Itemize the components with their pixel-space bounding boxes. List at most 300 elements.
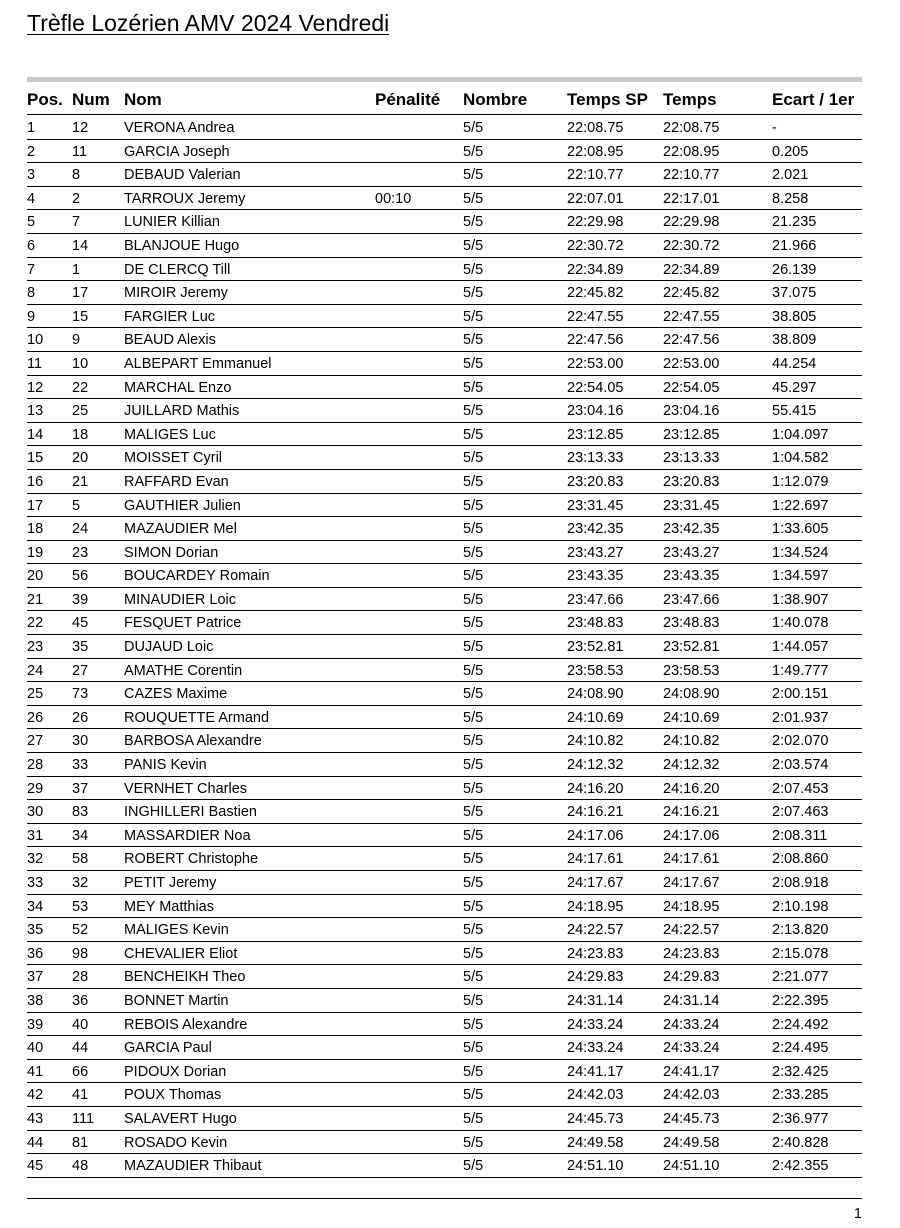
table-row bbox=[27, 824, 862, 848]
table-row bbox=[27, 847, 862, 871]
cell-ecart: 2:15.078 bbox=[772, 945, 829, 962]
cell-temps: 24:29.83 bbox=[663, 969, 720, 986]
cell-num: 23 bbox=[72, 544, 89, 561]
cell-temps: 22:53.00 bbox=[663, 355, 720, 372]
cell-ecart: 2:24.495 bbox=[772, 1040, 829, 1057]
cell-temps-sp: 22:30.72 bbox=[567, 237, 624, 254]
cell-pos: 4 bbox=[27, 190, 36, 207]
cell-temps: 24:10.82 bbox=[663, 733, 720, 750]
table-row bbox=[27, 564, 862, 588]
cell-temps-sp: 24:08.90 bbox=[567, 686, 624, 703]
cell-nombre: 5/5 bbox=[463, 355, 484, 372]
cell-temps: 24:17.67 bbox=[663, 875, 720, 891]
cell-ecart: 2:07.453 bbox=[772, 780, 829, 797]
cell-pos: 24 bbox=[27, 662, 44, 679]
cell-pos: 13 bbox=[27, 403, 44, 420]
cell-temps-sp: 22:08.95 bbox=[567, 143, 624, 160]
cell-pos: 9 bbox=[27, 308, 36, 325]
header-temps-sp: Temps SP bbox=[567, 90, 648, 109]
cell-nom: PETIT Jeremy bbox=[124, 875, 217, 891]
cell-temps: 24:08.90 bbox=[663, 686, 720, 703]
cell-num: 30 bbox=[72, 733, 89, 750]
cell-pos: 34 bbox=[27, 898, 44, 915]
table-row bbox=[27, 588, 862, 612]
cell-nom: CHEVALIER Eliot bbox=[124, 945, 238, 962]
cell-nom: MARCHAL Enzo bbox=[124, 379, 232, 396]
cell-num: 35 bbox=[72, 639, 89, 656]
cell-nombre: 5/5 bbox=[463, 521, 484, 538]
cell-nombre: 5/5 bbox=[463, 686, 484, 703]
cell-num: 48 bbox=[72, 1158, 89, 1175]
cell-ecart: 37.075 bbox=[772, 285, 817, 302]
header-ecart: Ecart / 1er bbox=[772, 90, 855, 109]
cell-temps: 23:58.53 bbox=[663, 662, 720, 679]
cell-nom: SIMON Dorian bbox=[124, 544, 219, 561]
cell-nom: DEBAUD Valerian bbox=[124, 167, 241, 184]
cell-ecart: 38.809 bbox=[772, 332, 817, 349]
cell-num: 53 bbox=[72, 898, 89, 915]
cell-nombre: 5/5 bbox=[463, 120, 484, 136]
cell-temps: 24:17.61 bbox=[663, 851, 720, 868]
cell-temps: 24:49.58 bbox=[663, 1134, 720, 1151]
cell-num: 111 bbox=[72, 1110, 95, 1127]
header-pos: Pos. bbox=[27, 90, 63, 109]
cell-ecart: 2.021 bbox=[772, 167, 809, 184]
cell-ecart: 2:22.395 bbox=[772, 992, 829, 1009]
table-row bbox=[27, 517, 862, 541]
cell-nombre: 5/5 bbox=[463, 308, 484, 325]
cell-temps: 24:22.57 bbox=[663, 922, 720, 939]
cell-pos: 31 bbox=[27, 827, 44, 844]
cell-temps-sp: 22:54.05 bbox=[567, 379, 624, 396]
cell-nombre: 5/5 bbox=[463, 332, 484, 349]
cell-temps: 23:42.35 bbox=[663, 521, 720, 538]
cell-nom: REBOIS Alexandre bbox=[124, 1016, 248, 1033]
cell-nom: GARCIA Paul bbox=[124, 1040, 212, 1057]
cell-nom: JUILLARD Mathis bbox=[124, 403, 240, 420]
cell-ecart: 2:21.077 bbox=[772, 969, 829, 986]
cell-nom: LUNIER Killian bbox=[124, 214, 220, 231]
cell-ecart: 2:13.820 bbox=[772, 922, 829, 939]
cell-pos: 39 bbox=[27, 1016, 44, 1033]
cell-pos: 41 bbox=[27, 1063, 44, 1080]
cell-ecart: - bbox=[772, 120, 777, 136]
table-row bbox=[27, 1036, 862, 1060]
cell-nombre: 5/5 bbox=[463, 473, 484, 490]
cell-pos: 6 bbox=[27, 237, 36, 254]
cell-temps: 23:48.83 bbox=[663, 615, 720, 632]
cell-ecart: 1:12.079 bbox=[772, 473, 829, 490]
cell-pos: 18 bbox=[27, 521, 44, 538]
table-row bbox=[27, 895, 862, 919]
cell-num: 73 bbox=[72, 686, 89, 703]
table-row bbox=[27, 942, 862, 966]
table-row bbox=[27, 352, 862, 376]
cell-temps: 23:31.45 bbox=[663, 497, 720, 514]
cell-temps-sp: 24:16.20 bbox=[567, 780, 624, 797]
cell-num: 10 bbox=[72, 355, 89, 372]
cell-nom: CAZES Maxime bbox=[124, 686, 228, 703]
table-row bbox=[27, 635, 862, 659]
cell-pos: 32 bbox=[27, 851, 44, 868]
cell-temps-sp: 24:16.21 bbox=[567, 804, 624, 821]
cell-temps-sp: 23:04.16 bbox=[567, 403, 624, 420]
cell-num: 9 bbox=[72, 332, 81, 349]
cell-nombre: 5/5 bbox=[463, 757, 484, 774]
cell-nombre: 5/5 bbox=[463, 1040, 484, 1057]
cell-nombre: 5/5 bbox=[463, 851, 484, 868]
cell-temps-sp: 23:31.45 bbox=[567, 497, 624, 514]
cell-pos: 26 bbox=[27, 709, 44, 726]
cell-pos: 22 bbox=[27, 615, 44, 632]
cell-nombre: 5/5 bbox=[463, 568, 484, 585]
table-row bbox=[27, 399, 862, 423]
cell-nom: MINAUDIER Loic bbox=[124, 591, 236, 608]
cell-num: 32 bbox=[72, 875, 89, 891]
cell-temps-sp: 24:42.03 bbox=[567, 1087, 624, 1104]
table-row bbox=[27, 682, 862, 706]
cell-num: 41 bbox=[72, 1087, 89, 1104]
cell-num: 24 bbox=[72, 521, 89, 538]
cell-nom: AMATHE Corentin bbox=[124, 662, 243, 679]
table-row bbox=[27, 1083, 862, 1107]
table-row bbox=[27, 470, 862, 494]
cell-temps: 22:47.56 bbox=[663, 332, 720, 349]
cell-ecart: 2:40.828 bbox=[772, 1134, 829, 1151]
cell-num: 83 bbox=[72, 804, 89, 821]
table-row bbox=[27, 989, 862, 1013]
cell-temps: 24:33.24 bbox=[663, 1040, 720, 1057]
cell-nombre: 5/5 bbox=[463, 709, 484, 726]
cell-pos: 10 bbox=[27, 332, 44, 349]
cell-pos: 23 bbox=[27, 639, 44, 656]
table-row bbox=[27, 187, 862, 211]
cell-pos: 5 bbox=[27, 214, 36, 231]
cell-temps: 24:18.95 bbox=[663, 898, 720, 915]
cell-num: 15 bbox=[72, 308, 89, 325]
cell-nombre: 5/5 bbox=[463, 827, 484, 844]
cell-temps-sp: 24:49.58 bbox=[567, 1134, 624, 1151]
cell-temps-sp: 24:29.83 bbox=[567, 969, 624, 986]
cell-pos: 27 bbox=[27, 733, 44, 750]
cell-temps: 24:31.14 bbox=[663, 992, 720, 1009]
cell-nom: PANIS Kevin bbox=[124, 757, 207, 774]
cell-temps-sp: 22:29.98 bbox=[567, 214, 624, 231]
cell-nom: GARCIA Joseph bbox=[124, 143, 230, 160]
cell-pos: 1 bbox=[27, 120, 36, 136]
cell-nombre: 5/5 bbox=[463, 426, 484, 443]
cell-pos: 25 bbox=[27, 686, 44, 703]
cell-temps-sp: 24:10.82 bbox=[567, 733, 624, 750]
cell-ecart: 2:24.492 bbox=[772, 1016, 829, 1033]
cell-ecart: 21.235 bbox=[772, 214, 817, 231]
cell-nombre: 5/5 bbox=[463, 1134, 484, 1151]
cell-penalite: 00:10 bbox=[375, 190, 412, 207]
cell-ecart: 1:22.697 bbox=[772, 497, 829, 514]
header-num: Num bbox=[72, 90, 110, 109]
cell-ecart: 2:03.574 bbox=[772, 757, 829, 774]
cell-nom: BONNET Martin bbox=[124, 992, 229, 1009]
table-row bbox=[27, 494, 862, 518]
cell-pos: 16 bbox=[27, 473, 44, 490]
cell-temps-sp: 24:31.14 bbox=[567, 992, 624, 1009]
cell-nom: BEAUD Alexis bbox=[124, 332, 216, 349]
cell-num: 45 bbox=[72, 615, 89, 632]
cell-pos: 35 bbox=[27, 922, 44, 939]
cell-nombre: 5/5 bbox=[463, 945, 484, 962]
cell-ecart: 21.966 bbox=[772, 237, 817, 254]
cell-pos: 11 bbox=[27, 355, 43, 372]
cell-temps: 23:13.33 bbox=[663, 450, 720, 467]
cell-nom: SALAVERT Hugo bbox=[124, 1110, 237, 1127]
cell-nombre: 5/5 bbox=[463, 591, 484, 608]
cell-nombre: 5/5 bbox=[463, 615, 484, 632]
cell-temps-sp: 22:34.89 bbox=[567, 261, 624, 278]
cell-nombre: 5/5 bbox=[463, 1087, 484, 1104]
cell-num: 17 bbox=[72, 285, 89, 302]
table-row bbox=[27, 777, 862, 801]
cell-num: 11 bbox=[72, 143, 88, 160]
cell-pos: 43 bbox=[27, 1110, 44, 1127]
cell-temps: 24:10.69 bbox=[663, 709, 720, 726]
cell-temps: 23:43.35 bbox=[663, 568, 720, 585]
cell-temps: 22:34.89 bbox=[663, 261, 720, 278]
cell-pos: 28 bbox=[27, 757, 44, 774]
cell-temps-sp: 22:10.77 bbox=[567, 167, 624, 184]
cell-temps: 24:16.21 bbox=[663, 804, 720, 821]
cell-temps-sp: 22:47.56 bbox=[567, 332, 624, 349]
table-row bbox=[27, 1060, 862, 1084]
cell-ecart: 26.139 bbox=[772, 261, 817, 278]
cell-temps: 22:08.75 bbox=[663, 120, 720, 136]
cell-nombre: 5/5 bbox=[463, 1063, 484, 1080]
cell-num: 8 bbox=[72, 167, 81, 184]
cell-temps-sp: 24:17.61 bbox=[567, 851, 624, 868]
cell-temps-sp: 23:47.66 bbox=[567, 591, 624, 608]
table-row bbox=[27, 1131, 862, 1155]
cell-ecart: 1:33.605 bbox=[772, 521, 829, 538]
cell-num: 22 bbox=[72, 379, 89, 396]
cell-temps: 23:47.66 bbox=[663, 591, 720, 608]
cell-num: 58 bbox=[72, 851, 89, 868]
cell-pos: 7 bbox=[27, 261, 36, 278]
cell-temps-sp: 23:43.27 bbox=[567, 544, 624, 561]
cell-pos: 42 bbox=[27, 1087, 44, 1104]
cell-temps: 22:45.82 bbox=[663, 285, 720, 302]
cell-nom: RAFFARD Evan bbox=[124, 473, 229, 490]
table-row bbox=[27, 541, 862, 565]
cell-nom: DUJAUD Loic bbox=[124, 639, 214, 656]
cell-ecart: 1:40.078 bbox=[772, 615, 829, 632]
cell-pos: 17 bbox=[27, 497, 44, 514]
cell-num: 66 bbox=[72, 1063, 89, 1080]
cell-temps-sp: 23:58.53 bbox=[567, 662, 624, 679]
cell-temps: 22:10.77 bbox=[663, 167, 720, 184]
cell-num: 25 bbox=[72, 403, 89, 420]
cell-nombre: 5/5 bbox=[463, 1110, 484, 1127]
table-row bbox=[27, 328, 862, 352]
table-row bbox=[27, 659, 862, 683]
table-row bbox=[27, 965, 862, 989]
cell-ecart: 2:33.285 bbox=[772, 1087, 829, 1104]
cell-temps: 24:42.03 bbox=[663, 1087, 720, 1104]
cell-temps: 22:29.98 bbox=[663, 214, 720, 231]
cell-temps: 24:12.32 bbox=[663, 757, 720, 774]
header-nombre: Nombre bbox=[463, 90, 528, 109]
cell-nombre: 5/5 bbox=[463, 1016, 484, 1033]
cell-nom: MAZAUDIER Mel bbox=[124, 521, 237, 538]
cell-pos: 15 bbox=[27, 450, 44, 467]
cell-temps-sp: 22:53.00 bbox=[567, 355, 624, 372]
cell-num: 52 bbox=[72, 922, 89, 939]
cell-temps: 24:23.83 bbox=[663, 945, 720, 962]
cell-nombre: 5/5 bbox=[463, 898, 484, 915]
cell-ecart: 2:01.937 bbox=[772, 709, 829, 726]
cell-nom: FARGIER Luc bbox=[124, 308, 216, 325]
cell-nombre: 5/5 bbox=[463, 875, 484, 891]
cell-temps-sp: 22:08.75 bbox=[567, 120, 624, 136]
cell-temps-sp: 24:45.73 bbox=[567, 1110, 624, 1127]
cell-nom: BENCHEIKH Theo bbox=[124, 969, 246, 986]
cell-nombre: 5/5 bbox=[463, 379, 484, 396]
cell-num: 2 bbox=[72, 190, 81, 207]
table-row bbox=[27, 611, 862, 635]
cell-ecart: 2:08.311 bbox=[772, 827, 828, 844]
table-row bbox=[27, 800, 862, 824]
cell-nom: VERNHET Charles bbox=[124, 780, 248, 797]
cell-ecart: 2:36.977 bbox=[772, 1110, 829, 1127]
table-row bbox=[27, 376, 862, 400]
cell-pos: 44 bbox=[27, 1134, 44, 1151]
cell-temps-sp: 24:41.17 bbox=[567, 1063, 624, 1080]
cell-ecart: 1:04.097 bbox=[772, 426, 829, 443]
cell-num: 37 bbox=[72, 780, 89, 797]
cell-nom: VERONA Andrea bbox=[124, 120, 235, 136]
table-header bbox=[27, 88, 862, 115]
cell-num: 34 bbox=[72, 827, 89, 844]
cell-ecart: 1:04.582 bbox=[772, 450, 829, 467]
cell-nom: ROUQUETTE Armand bbox=[124, 709, 270, 726]
cell-nom: MAZAUDIER Thibaut bbox=[124, 1158, 262, 1175]
results-table-body bbox=[27, 116, 862, 1178]
cell-ecart: 45.297 bbox=[772, 379, 817, 396]
cell-num: 36 bbox=[72, 992, 89, 1009]
cell-nom: FESQUET Patrice bbox=[124, 615, 242, 632]
cell-temps-sp: 22:45.82 bbox=[567, 285, 624, 302]
cell-temps-sp: 23:48.83 bbox=[567, 615, 624, 632]
cell-nombre: 5/5 bbox=[463, 497, 484, 514]
cell-num: 14 bbox=[72, 237, 89, 254]
cell-nom: ROSADO Kevin bbox=[124, 1134, 228, 1151]
cell-ecart: 2:02.070 bbox=[772, 733, 829, 750]
cell-nombre: 5/5 bbox=[463, 403, 484, 420]
cell-temps-sp: 24:17.67 bbox=[567, 875, 624, 891]
header-temps: Temps bbox=[663, 90, 717, 109]
cell-num: 12 bbox=[72, 120, 89, 136]
cell-ecart: 2:08.918 bbox=[772, 875, 829, 891]
cell-temps-sp: 24:51.10 bbox=[567, 1158, 624, 1175]
header-divider bbox=[27, 77, 862, 82]
footer-divider bbox=[27, 1198, 862, 1199]
cell-temps: 24:41.17 bbox=[663, 1063, 720, 1080]
table-row bbox=[27, 871, 862, 895]
table-row bbox=[27, 140, 862, 164]
cell-ecart: 2:07.463 bbox=[772, 804, 829, 821]
cell-pos: 20 bbox=[27, 568, 44, 585]
cell-ecart: 8.258 bbox=[772, 190, 809, 207]
cell-ecart: 1:44.057 bbox=[772, 639, 829, 656]
cell-num: 56 bbox=[72, 568, 89, 585]
cell-ecart: 1:34.597 bbox=[772, 568, 829, 585]
cell-ecart: 2:10.198 bbox=[772, 898, 829, 915]
cell-pos: 36 bbox=[27, 945, 44, 962]
cell-temps: 24:45.73 bbox=[663, 1110, 720, 1127]
cell-num: 18 bbox=[72, 426, 89, 443]
cell-pos: 2 bbox=[27, 143, 36, 160]
cell-temps: 24:33.24 bbox=[663, 1016, 720, 1033]
cell-ecart: 0.205 bbox=[772, 143, 809, 160]
cell-nombre: 5/5 bbox=[463, 167, 484, 184]
cell-nombre: 5/5 bbox=[463, 285, 484, 302]
cell-nom: PIDOUX Dorian bbox=[124, 1063, 227, 1080]
cell-pos: 40 bbox=[27, 1040, 44, 1057]
cell-nom: BOUCARDEY Romain bbox=[124, 568, 270, 585]
cell-nom: INGHILLERI Bastien bbox=[124, 804, 257, 821]
cell-ecart: 38.805 bbox=[772, 308, 817, 325]
cell-nom: MOISSET Cyril bbox=[124, 450, 223, 467]
cell-temps-sp: 24:10.69 bbox=[567, 709, 624, 726]
cell-temps-sp: 22:47.55 bbox=[567, 308, 624, 325]
table-row bbox=[27, 446, 862, 470]
cell-pos: 37 bbox=[27, 969, 44, 986]
cell-ecart: 2:42.355 bbox=[772, 1158, 829, 1175]
cell-temps-sp: 23:12.85 bbox=[567, 426, 624, 443]
cell-temps-sp: 23:43.35 bbox=[567, 568, 624, 585]
cell-num: 27 bbox=[72, 662, 89, 679]
cell-pos: 19 bbox=[27, 544, 44, 561]
table-row bbox=[27, 234, 862, 258]
cell-pos: 3 bbox=[27, 167, 36, 184]
table-row bbox=[27, 281, 862, 305]
cell-temps-sp: 23:13.33 bbox=[567, 450, 624, 467]
cell-temps: 23:12.85 bbox=[663, 426, 720, 443]
cell-num: 20 bbox=[72, 450, 89, 467]
cell-temps: 23:52.81 bbox=[663, 639, 720, 656]
header-nom: Nom bbox=[124, 90, 162, 109]
cell-nom: BARBOSA Alexandre bbox=[124, 733, 262, 750]
table-row bbox=[27, 706, 862, 730]
cell-nombre: 5/5 bbox=[463, 143, 484, 160]
table-row bbox=[27, 1107, 862, 1131]
table-row bbox=[27, 753, 862, 777]
cell-nombre: 5/5 bbox=[463, 992, 484, 1009]
cell-num: 1 bbox=[72, 261, 81, 278]
cell-pos: 30 bbox=[27, 804, 44, 821]
header-penalite: Pénalité bbox=[375, 90, 441, 109]
cell-temps: 23:43.27 bbox=[663, 544, 720, 561]
cell-nombre: 5/5 bbox=[463, 544, 484, 561]
cell-pos: 8 bbox=[27, 285, 36, 302]
cell-num: 28 bbox=[72, 969, 89, 986]
cell-nombre: 5/5 bbox=[463, 662, 484, 679]
cell-pos: 29 bbox=[27, 780, 44, 797]
cell-num: 26 bbox=[72, 709, 89, 726]
table-row bbox=[27, 918, 862, 942]
cell-pos: 21 bbox=[27, 591, 44, 608]
cell-temps-sp: 24:23.83 bbox=[567, 945, 624, 962]
table-row bbox=[27, 210, 862, 234]
cell-nom: GAUTHIER Julien bbox=[124, 497, 241, 514]
